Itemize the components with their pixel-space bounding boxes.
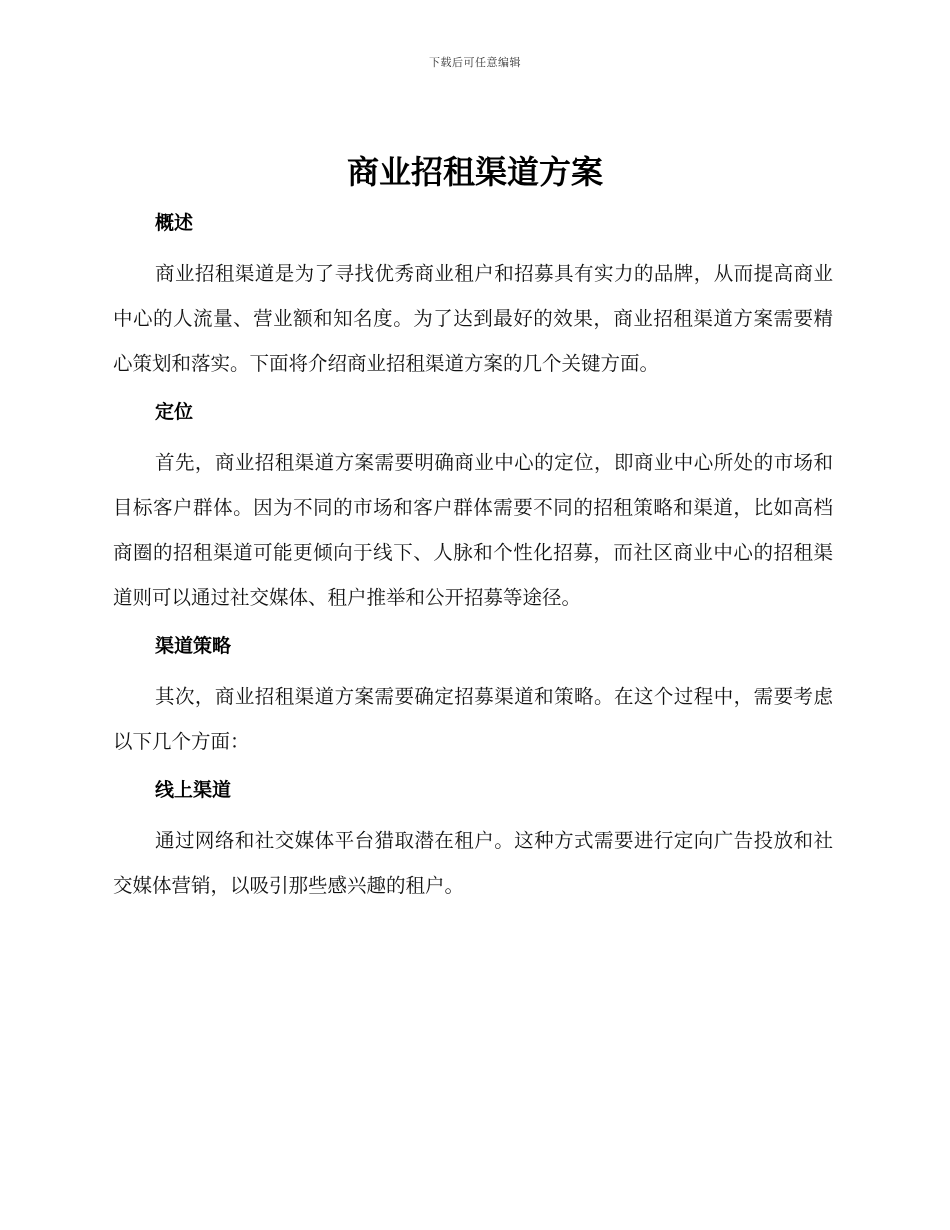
section-channel-strategy bbox=[113, 624, 833, 768]
document-body bbox=[113, 201, 833, 908]
section-heading: 定位 bbox=[155, 401, 194, 423]
section-paragraph: 商业招租渠道是为了寻找优秀商业租户和招募具有实力的品牌，从而提高商业中心的人流量、营业额和知名度。为了达到最好的效果，商业招租渠道方案需要精心策划和落实。下面将介绍商业招租渠道方案的几个关键方面。 bbox=[113, 262, 833, 375]
section-heading: 概述 bbox=[155, 212, 194, 234]
section-online-channels bbox=[113, 768, 833, 908]
section-paragraph: 首先，商业招租渠道方案需要明确商业中心的定位，即商业中心所处的市场和目标客户群体。因为不同的市场和客户群体需要不同的招租策略和渠道，比如高档商圈的招租渠道可能更倾向于线下、人脉和个性化招募，而社区商业中心的招租渠道则可以通过社交媒体、租户推举和公开招募等途径。 bbox=[113, 451, 833, 609]
document-title: 商业招租渠道方案 bbox=[346, 153, 603, 191]
section-positioning bbox=[113, 390, 833, 624]
page-header-note: 下载后可任意编辑 bbox=[429, 56, 521, 69]
section-heading: 线上渠道 bbox=[155, 779, 232, 801]
section-paragraph: 通过网络和社交媒体平台猎取潜在租户。这种方式需要进行定向广告投放和社交媒体营销，以吸引那些感兴趣的租户。 bbox=[113, 829, 833, 897]
section-paragraph: 其次，商业招租渠道方案需要确定招募渠道和策略。在这个过程中，需要考虑以下几个方面： bbox=[113, 685, 833, 753]
section-heading: 渠道策略 bbox=[155, 635, 232, 657]
section-overview bbox=[113, 201, 833, 390]
